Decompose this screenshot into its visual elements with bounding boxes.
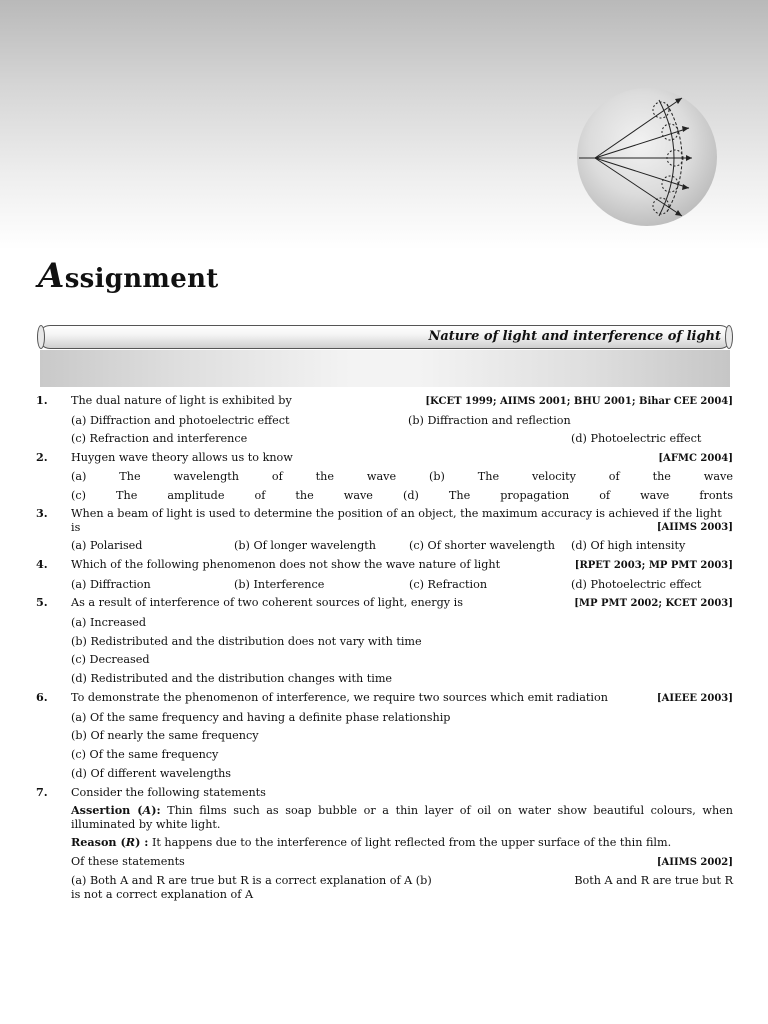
option-a: (a) Both A and R are true but R is a correct explanation of A (b) [71,874,432,888]
question-number: 1. [36,393,48,407]
question-text: Consider the following statements [71,785,266,799]
option-c: (c) The amplitude of the wave [71,488,373,502]
question-number: 4. [36,557,48,572]
option-b: (b) The velocity of the wave [428,470,733,483]
option-b: (b) Diffraction and reflection [408,413,571,427]
title-initial: A [38,256,65,296]
question-number: 3. [36,506,48,521]
question-3 [36,507,733,553]
question-number: 6. [36,690,48,705]
option-b: Both A and R are true but R [574,874,733,888]
option-d: (d) Photoelectric effect [571,432,702,445]
option-a: (a) Of the same frequency and having a definite phase relationship [71,710,451,724]
option-c: (c) Of the same frequency [71,748,219,762]
option-d: (d) Photoelectric effect [571,577,702,591]
assertion-text: Thin films such as soap bubble or a thin layer of oil on water show beautiful colours, when illuminated by white light. [71,804,733,831]
option-c: (c) Refraction [409,577,488,591]
option-a: (a) Diffraction [71,577,151,591]
question-text: When a beam of light is used to determine the position of an object, the maximum accuracy is achieved if the light is [71,507,722,534]
question-2 [36,451,733,503]
assertion-label: Assertion (A): [71,803,161,818]
question-list [36,394,733,901]
of-these-statements: Of these statements [71,854,185,868]
page-title [38,256,219,296]
reason-statement [71,836,733,850]
option-a: (a) Diffraction and photoelectric effect [71,413,290,427]
question-number: 2. [36,449,48,464]
exam-reference: [AIIMS 2002] [656,856,733,868]
option-c: (c) Of shorter wavelength [409,539,555,553]
reason-text: It happens due to the interference of light reflected from the upper surface of the thin film. [148,836,672,850]
wavefront-illustration [577,88,717,226]
option-c: (c) Refraction and interference [71,432,248,445]
option-b-continued: is not a correct explanation of A [71,887,254,901]
option-b: (b) Of nearly the same frequency [71,729,259,743]
section-banner [38,325,732,349]
exam-reference: [RPET 2003; MP PMT 2003] [574,560,733,572]
option-c: (c) Decreased [71,653,150,667]
option-a: (a) Increased [71,615,147,629]
question-text: Huygen wave theory allows us to know [71,450,293,464]
exam-reference: [AIIMS 2003] [656,521,733,533]
options-c-d [71,489,733,503]
question-text: As a result of interference of two coherent sources of light, energy is [71,596,463,610]
question-number: 5. [36,595,48,610]
question-1 [36,394,733,446]
option-b: (b) Of longer wavelength [234,539,376,553]
option-d: (d) The propagation of wave fronts [402,488,733,502]
exam-reference: [MP PMT 2002; KCET 2003] [574,598,733,610]
exam-reference: [AIEEE 2003] [656,693,733,705]
question-text: Which of the following phenomenon does not show the wave nature of light [71,558,501,572]
exam-reference: [AFMC 2004] [658,452,733,464]
option-a: (a) Polarised [71,539,143,553]
title-rest: ssignment [64,264,219,294]
question-6 [36,691,733,780]
option-b: (b) Redistributed and the distribution does not vary with time [71,634,422,648]
question-4 [36,558,733,591]
option-a: (a) The wavelength of the wave [71,470,397,483]
assertion-statement [71,804,733,831]
question-7 [36,786,733,902]
question-5 [36,596,733,685]
exam-reference: [KCET 1999; AIIMS 2001; BHU 2001; Bihar CEE 2004] [425,396,733,407]
options-a-b [71,470,733,484]
option-d: (d) Of different wavelengths [71,766,232,780]
option-d: (d) Redistributed and the distribution changes with time [71,672,393,686]
section-title: Nature of light and interference of light [428,329,721,344]
option-d: (d) Of high intensity [571,539,686,553]
reason-label: Reason (R) : [71,835,149,850]
question-text: The dual nature of light is exhibited by [71,394,292,407]
banner-left-cap [37,325,45,349]
huygens-wavefront-diagram [577,88,717,226]
question-text: To demonstrate the phenomenon of interference, we require two sources which emit radiation [71,691,608,705]
banner-right-cap [725,325,733,349]
section-banner-shadow [40,350,730,387]
option-b: (b) Interference [234,577,325,591]
question-number: 7. [36,784,48,799]
